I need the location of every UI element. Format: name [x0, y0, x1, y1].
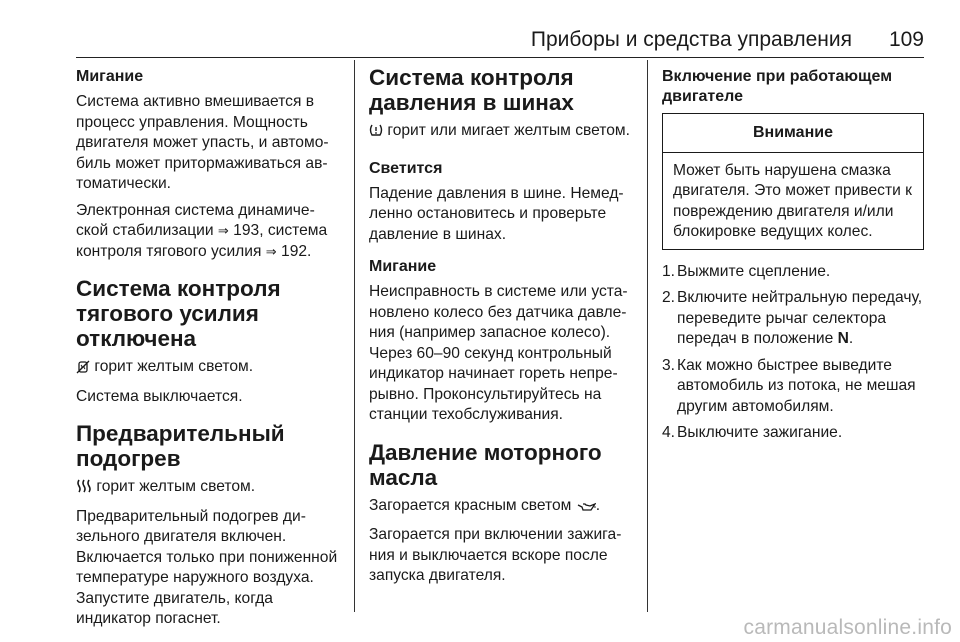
- oil-pressure-text: Загорается красным светом: [369, 496, 572, 514]
- step-number: 2.: [662, 289, 676, 306]
- notice-title: Внимание: [663, 114, 923, 153]
- blink-p2-start: Электронная система динамической стабилизации: [76, 201, 315, 239]
- header-title: Приборы и средства управления: [530, 28, 852, 51]
- oil-pressure-heading: Давление моторного масла: [369, 439, 602, 490]
- oil-can-icon: [576, 499, 596, 520]
- step-text-end: .: [848, 330, 854, 347]
- step-text: Выключите зажигание.: [677, 424, 843, 441]
- notice-box: [662, 113, 924, 250]
- step-number: 3.: [662, 356, 676, 374]
- tpms-lit-heading: Светится: [369, 159, 443, 177]
- oil-pressure-paragraph-1: [369, 496, 634, 520]
- blink-paragraph-1: Система активно вмешивается в процесс управления. Мощность двигателя может упасть, и автомобиль может притормаживаться автоматически.: [76, 93, 329, 192]
- page-ref-arrow-icon: ⇒: [217, 223, 229, 238]
- blink-p2-mid: , система контроля тягового усилия: [76, 222, 328, 260]
- oil-pressure-paragraph-2: Загорается при включении зажигания и выключается вскоре после запуска двигателя.: [369, 526, 622, 584]
- column-1: [76, 58, 338, 627]
- tcs-off-icon: [76, 360, 90, 381]
- column-2: [369, 58, 634, 612]
- preheat-heading: Предварительный подогрев: [76, 421, 285, 471]
- column-3: [662, 58, 924, 612]
- list-item: [662, 288, 924, 350]
- preheat-paragraph-2: Предварительный подогрев дизельного двигателя включен. Включается только при пониженной температуре наружного воздуха. Запустите двигатель, когда индикатор погаснет.: [76, 507, 338, 627]
- notice-body: Может быть нарушена смазка двигателя. Это может привести к повреждению двигателя и/или блокировке ведущих колес.: [673, 161, 912, 240]
- blink-p2-end: .: [307, 242, 312, 260]
- step-number: 4.: [662, 424, 676, 441]
- tire-pressure-icon: [369, 123, 383, 145]
- glow-plug-icon: [76, 479, 92, 501]
- steps-list: [662, 262, 924, 444]
- tcs-off-paragraph-1: [76, 357, 338, 381]
- page-number: 109: [888, 28, 924, 51]
- step-number: 1.: [662, 262, 676, 280]
- tpms-blink-heading: Мигание: [369, 258, 437, 275]
- tpms-heading: Система контроля давления в шинах: [369, 65, 574, 115]
- step-text-start: Включите нейтральную передачу, переведите рычаг селектора передач в положение: [677, 289, 923, 347]
- esc-page-ref: 193: [233, 222, 260, 239]
- list-item: [662, 262, 924, 283]
- tpms-blink-paragraph: Неисправность в системе или установлено колесо без датчика давления (например запасное колесо). Через 60–90 секунд контрольный индикатор начинает гореть непрерывно. Проконсультируйтесь на станции техобслуживания.: [369, 283, 628, 423]
- page-ref-arrow-icon: ⇒: [265, 243, 277, 259]
- list-item: [662, 356, 924, 418]
- step-text: Как можно быстрее выведите автомобиль из потока, не мешая другим автомобилям.: [677, 356, 916, 415]
- step-text: [677, 288, 924, 350]
- step-text: Выжмите сцепление.: [677, 262, 831, 280]
- tcs-off-heading: Система контроля тягового усилия отключена: [76, 276, 281, 351]
- page-header: [0, 0, 960, 58]
- engine-running-heading: Включение при работающем двигателе: [662, 68, 893, 105]
- gear-position-n: N: [837, 330, 849, 347]
- preheat-status-text: горит желтым светом.: [96, 478, 256, 495]
- tcs-off-paragraph-2: Система выключается.: [76, 387, 243, 405]
- tpms-paragraph-1: [369, 121, 634, 145]
- tcs-off-status-text: горит желтым светом.: [94, 358, 254, 375]
- tpms-lit-paragraph: Падение давления в шине. Немедленно остановитесь и проверьте давление в шинах.: [369, 184, 624, 243]
- tpms-status-text: горит или мигает желтым светом.: [387, 122, 630, 139]
- oil-pressure-text-end: .: [595, 496, 601, 514]
- tcs-page-ref: 192: [281, 242, 308, 260]
- blink-heading: Мигание: [76, 68, 144, 85]
- column-divider-1: [354, 60, 355, 612]
- blink-paragraph-2: [76, 201, 338, 263]
- column-divider-2: [647, 60, 648, 612]
- list-item: [662, 423, 924, 444]
- preheat-paragraph-1: [76, 477, 338, 501]
- watermark: carmanualsonline.info: [743, 616, 952, 639]
